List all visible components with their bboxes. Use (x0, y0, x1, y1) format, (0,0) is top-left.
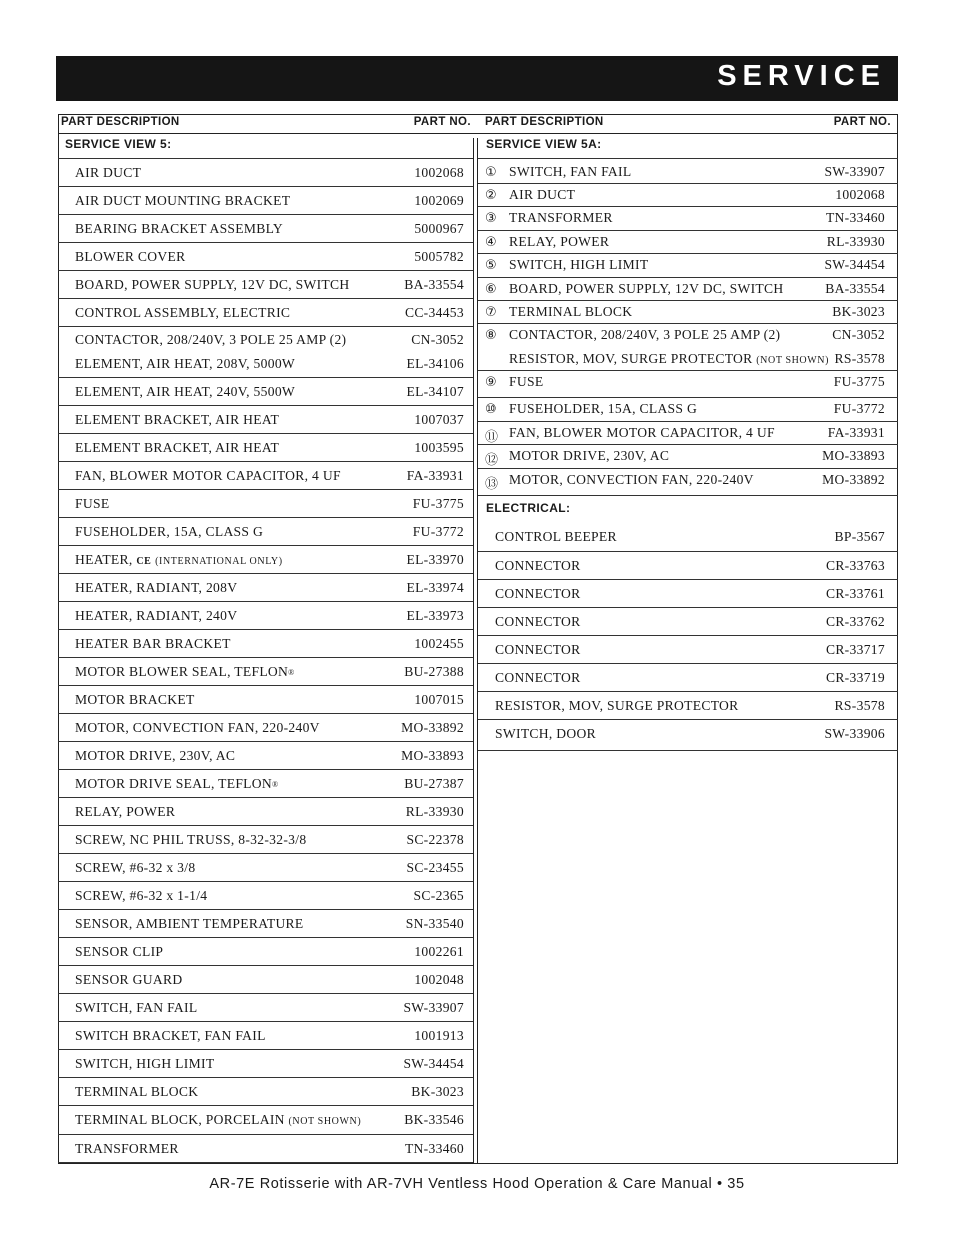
part-description (509, 281, 784, 297)
part-number: 1007015 (414, 692, 464, 707)
part-number: 5000967 (414, 221, 464, 236)
parts-row (478, 184, 898, 207)
part-description (75, 384, 295, 400)
part-description (75, 221, 283, 237)
parts-row (58, 215, 473, 243)
part-description (509, 234, 609, 250)
part-number: RS-3578 (834, 351, 885, 366)
parts-row (58, 462, 473, 490)
part-note: (INTERNATIONAL ONLY) (155, 556, 283, 567)
part-description (75, 412, 279, 428)
part-description (509, 351, 829, 367)
part-description (75, 1084, 198, 1100)
parts-row (478, 636, 898, 664)
parts-row (58, 658, 473, 686)
callout-number: ⑥ (485, 282, 497, 297)
callout-number: ① (485, 165, 497, 180)
part-number: 1002048 (414, 972, 464, 987)
callout-number: ④ (485, 235, 497, 250)
part-description: CONNECTOR (495, 642, 581, 657)
parts-row (478, 324, 898, 348)
part-description-text: CONTACTOR, 208/240V, 3 POLE 25 AMP (2) (75, 332, 347, 347)
part-number: SW-33906 (824, 726, 885, 741)
part-number: RL-33930 (826, 234, 885, 249)
header-rule (58, 133, 898, 134)
parts-row (478, 692, 898, 720)
parts-row (58, 910, 473, 938)
callout-number: ⑨ (485, 375, 497, 390)
callout-number: ⑦ (485, 305, 497, 320)
part-description-text: TRANSFORMER (75, 1141, 179, 1156)
part-number: BK-3023 (411, 1084, 464, 1099)
part-description (509, 210, 613, 226)
parts-row (58, 490, 473, 518)
parts-row (478, 445, 898, 469)
part-number: BK-3023 (832, 304, 885, 319)
left-desc-header: PART DESCRIPTION (61, 116, 180, 128)
part-description-text: HEATER, RADIANT, 240V (75, 608, 238, 623)
part-description (75, 1000, 197, 1016)
part-description (75, 776, 278, 792)
part-description (75, 636, 231, 652)
left-partno-header: PART NO. (413, 116, 471, 128)
part-number: MO-33892 (401, 720, 464, 735)
part-number: BU-27387 (404, 776, 464, 791)
parts-row (478, 720, 898, 751)
parts-row (58, 686, 473, 714)
parts-row (478, 552, 898, 580)
part-description-text: FUSE (509, 374, 544, 389)
part-description (75, 888, 207, 904)
parts-row (58, 882, 473, 910)
part-description (75, 277, 350, 293)
parts-row (58, 187, 473, 215)
part-description (509, 374, 543, 390)
parts-row (58, 798, 473, 826)
part-description-text: SWITCH, FAN FAIL (75, 1000, 198, 1015)
callout-number: ⑫ (485, 453, 499, 468)
part-number: TN-33460 (404, 1141, 464, 1156)
part-description (75, 608, 237, 624)
part-description-text: MOTOR DRIVE, 230V, AC (75, 748, 236, 763)
part-number: MO-33893 (401, 748, 464, 763)
part-description: CONNECTOR (495, 586, 581, 601)
column-divider (473, 138, 474, 1164)
part-description (75, 832, 306, 848)
part-description (509, 401, 697, 417)
part-description-text: SCREW, #6-32 x 1-1/4 (75, 888, 208, 903)
left-column-header (58, 114, 473, 134)
part-number: SC-22378 (406, 832, 464, 847)
parts-row (478, 469, 898, 496)
part-description-text: FAN, BLOWER MOTOR CAPACITOR, 4 UF (75, 468, 341, 483)
part-description (509, 257, 648, 273)
parts-row (478, 608, 898, 636)
part-number: CR-33761 (825, 586, 885, 601)
parts-row (58, 434, 473, 462)
section-title: SERVICE (717, 60, 886, 92)
part-description (75, 1028, 266, 1044)
part-description (75, 804, 175, 820)
parts-row (58, 243, 473, 271)
parts-row (58, 994, 473, 1022)
part-description-text: MOTOR, CONVECTION FAN, 220-240V (509, 472, 754, 487)
part-note: (NOT SHOWN) (756, 355, 830, 366)
parts-row (58, 1135, 473, 1163)
part-number: SW-33907 (403, 1000, 464, 1015)
part-description-text: BOARD, POWER SUPPLY, 12V DC, SWITCH (509, 281, 784, 296)
part-number: 1001913 (414, 1028, 464, 1043)
parts-row (58, 770, 473, 798)
parts-row (478, 580, 898, 608)
part-number: SN-33540 (405, 916, 464, 931)
part-description (75, 692, 195, 708)
part-description (509, 472, 754, 488)
section-title-rule (478, 158, 898, 159)
part-number: RL-33930 (405, 804, 464, 819)
part-description (75, 580, 237, 596)
part-description-text: SENSOR, AMBIENT TEMPERATURE (75, 916, 304, 931)
part-description (75, 944, 163, 960)
parts-row (58, 271, 473, 299)
part-description-text: MOTOR DRIVE SEAL, TEFLON (75, 776, 273, 791)
part-number: EL-33974 (406, 580, 464, 595)
part-description (75, 249, 185, 265)
parts-row (478, 523, 898, 552)
callout-number: ⑬ (485, 477, 499, 492)
part-description-text: AIR DUCT (509, 187, 576, 202)
part-description (75, 1141, 179, 1157)
part-description (509, 187, 575, 203)
part-description (75, 720, 320, 736)
parts-row (478, 231, 898, 254)
part-description (75, 1056, 214, 1072)
part-description (75, 305, 290, 321)
part-number: EL-34107 (406, 384, 464, 399)
part-number: 1003595 (414, 440, 464, 455)
section-title-rule (58, 158, 473, 159)
part-description-text: HEATER, RADIANT, 208V (75, 580, 238, 595)
part-number: CR-33762 (825, 614, 885, 629)
parts-row (58, 546, 473, 574)
part-note: (NOT SHOWN) (288, 1116, 362, 1127)
part-description (75, 356, 295, 372)
part-number: 1002068 (414, 165, 464, 180)
part-number: MO-33892 (822, 472, 885, 487)
registered-mark: ® (288, 668, 295, 677)
part-description: CONNECTOR (495, 614, 581, 629)
parts-row (58, 1022, 473, 1050)
part-description-text: BOARD, POWER SUPPLY, 12V DC, SWITCH (75, 277, 350, 292)
part-description: RESISTOR, MOV, SURGE PROTECTOR (495, 698, 739, 713)
parts-row (58, 742, 473, 770)
parts-row (58, 518, 473, 546)
parts-row (58, 159, 473, 187)
part-description-text: SWITCH BRACKET, FAN FAIL (75, 1028, 266, 1043)
part-number: BU-27388 (404, 664, 464, 679)
part-description-text: ELEMENT BRACKET, AIR HEAT (75, 440, 280, 455)
part-description-text: SCREW, NC PHIL TRUSS, 8-32-32-3/8 (75, 832, 307, 847)
part-number: BK-33546 (404, 1112, 464, 1127)
part-number: SC-23455 (406, 860, 464, 875)
parts-row (478, 159, 898, 184)
part-description: CONNECTOR (495, 670, 581, 685)
part-description-text: BLOWER COVER (75, 249, 186, 264)
parts-row (58, 378, 473, 406)
part-description-text: SWITCH, HIGH LIMIT (509, 257, 649, 272)
part-description-text: ELEMENT BRACKET, AIR HEAT (75, 412, 280, 427)
parts-row (478, 664, 898, 692)
part-description (75, 165, 141, 181)
part-description-text: SENSOR GUARD (75, 972, 183, 987)
parts-row (478, 254, 898, 278)
part-description (75, 860, 195, 876)
part-description (75, 1112, 361, 1128)
callout-number: ③ (485, 211, 497, 226)
part-description (75, 748, 235, 764)
part-description (75, 496, 109, 512)
part-description-text: MOTOR, CONVECTION FAN, 220-240V (75, 720, 320, 735)
part-number: FA-33931 (827, 425, 885, 440)
part-description-text: FAN, BLOWER MOTOR CAPACITOR, 4 UF (509, 425, 775, 440)
part-number: SW-34454 (403, 1056, 464, 1071)
parts-row (58, 574, 473, 602)
section-header-bar (56, 56, 898, 101)
part-description-text: SCREW, #6-32 x 3/8 (75, 860, 196, 875)
part-description-text: BEARING BRACKET ASSEMBLY (75, 221, 284, 236)
part-description-text: FUSEHOLDER, 15A, CLASS G (509, 401, 698, 416)
part-number: EL-33970 (406, 552, 464, 567)
part-description-text: RELAY, POWER (75, 804, 176, 819)
part-description-text: RESISTOR, MOV, SURGE PROTECTOR (509, 351, 753, 366)
part-description-text: TERMINAL BLOCK (75, 1084, 199, 1099)
callout-number: ② (485, 188, 497, 203)
part-description-text: CONTROL ASSEMBLY, ELECTRIC (75, 305, 291, 320)
part-number: FU-3772 (833, 401, 885, 416)
part-number: SW-33907 (824, 164, 885, 179)
part-description-text: CONTACTOR, 208/240V, 3 POLE 25 AMP (2) (509, 327, 781, 342)
part-description-text: MOTOR BRACKET (75, 692, 195, 707)
part-description (75, 916, 304, 932)
callout-number: ⑤ (485, 258, 497, 273)
part-description-text: MOTOR BLOWER SEAL, TEFLON (75, 664, 289, 679)
part-number: CR-33719 (825, 670, 885, 685)
part-number: 1002261 (414, 944, 464, 959)
part-number: BA-33554 (825, 281, 885, 296)
parts-row (478, 422, 898, 445)
part-description-text: SWITCH, FAN FAIL (509, 164, 632, 179)
part-number: 1002455 (414, 636, 464, 651)
parts-row (58, 406, 473, 434)
part-number: EL-34106 (406, 356, 464, 371)
part-number: 1002069 (414, 193, 464, 208)
part-description-text: AIR DUCT MOUNTING BRACKET (75, 193, 291, 208)
part-description-text: TERMINAL BLOCK (509, 304, 633, 319)
part-number: TN-33460 (825, 210, 885, 225)
parts-row (58, 854, 473, 882)
parts-row (478, 278, 898, 301)
parts-row (58, 350, 473, 378)
part-description-text: ELEMENT, AIR HEAT, 240V, 5500W (75, 384, 296, 399)
part-description (75, 972, 182, 988)
parts-row (58, 602, 473, 630)
part-description (75, 524, 263, 540)
part-description-text: AIR DUCT (75, 165, 142, 180)
part-description (75, 468, 341, 484)
registered-mark: ® (272, 780, 279, 789)
part-number: 5005782 (414, 249, 464, 264)
part-description-text: RELAY, POWER (509, 234, 610, 249)
part-number: 1002068 (835, 187, 885, 202)
part-number: FU-3775 (412, 496, 464, 511)
part-description (75, 552, 283, 568)
page-footer: AR-7E Rotisserie with AR-7VH Ventless Hood Operation & Care Manual • 35 (209, 1176, 745, 1192)
part-number: FU-3772 (412, 524, 464, 539)
parts-row (58, 1050, 473, 1078)
part-description (509, 304, 632, 320)
parts-row (58, 630, 473, 658)
parts-row (58, 714, 473, 742)
part-number: SC-2365 (413, 888, 464, 903)
part-number: CC-34453 (404, 305, 464, 320)
part-description (75, 193, 290, 209)
part-description-text: FUSE (75, 496, 110, 511)
parts-row (58, 966, 473, 994)
part-number: RS-3578 (834, 698, 885, 713)
part-number: EL-33973 (406, 608, 464, 623)
part-number: CN-3052 (832, 327, 885, 342)
parts-row (58, 938, 473, 966)
parts-row (58, 1078, 473, 1106)
parts-row (478, 398, 898, 422)
part-description-text: MOTOR DRIVE, 230V, AC (509, 448, 670, 463)
parts-row (58, 299, 473, 327)
right-section-title: SERVICE VIEW 5A: (486, 137, 602, 151)
callout-number: ⑧ (485, 328, 497, 343)
part-description: CONNECTOR (495, 558, 581, 573)
callout-number: ⑩ (485, 402, 497, 417)
part-number: SW-34454 (824, 257, 885, 272)
part-description (509, 425, 775, 441)
parts-row (478, 371, 898, 398)
electrical-section-title: ELECTRICAL: (486, 501, 571, 515)
part-description: SWITCH, DOOR (495, 726, 597, 741)
part-number: 1007037 (414, 412, 464, 427)
part-number: CN-3052 (411, 332, 464, 347)
part-number: FA-33931 (406, 468, 464, 483)
part-number: MO-33893 (822, 448, 885, 463)
part-description-text: TRANSFORMER (509, 210, 613, 225)
part-description-text: TERMINAL BLOCK, PORCELAIN (75, 1112, 285, 1127)
right-desc-header: PART DESCRIPTION (485, 116, 604, 128)
part-description: CONTROL BEEPER (495, 529, 617, 544)
part-description (509, 448, 669, 464)
parts-row (58, 327, 473, 350)
parts-row (58, 1106, 473, 1135)
part-description-text: SWITCH, HIGH LIMIT (75, 1056, 215, 1071)
part-description (75, 664, 295, 680)
part-description (75, 440, 279, 456)
part-number: CR-33763 (825, 558, 885, 573)
left-section-title: SERVICE VIEW 5: (65, 137, 172, 151)
parts-row (478, 348, 898, 371)
right-partno-header: PART NO. (833, 116, 891, 128)
part-number: CR-33717 (825, 642, 885, 657)
part-description (509, 164, 631, 180)
right-column-header (478, 114, 898, 134)
part-description-text: HEATER BAR BRACKET (75, 636, 231, 651)
part-description-text: FUSEHOLDER, 15A, CLASS G (75, 524, 264, 539)
parts-row (478, 207, 898, 231)
part-number: BP-3567 (834, 529, 885, 544)
part-description-text: SENSOR CLIP (75, 944, 164, 959)
callout-number: ⑪ (485, 430, 499, 445)
parts-row (478, 301, 898, 324)
part-description (509, 327, 780, 343)
part-description-text: ELEMENT, AIR HEAT, 208V, 5000W (75, 356, 296, 371)
part-description (75, 332, 346, 348)
parts-row (58, 826, 473, 854)
part-number: BA-33554 (404, 277, 464, 292)
ce-mark: CE (136, 556, 152, 567)
part-description-text: HEATER, (75, 552, 133, 567)
part-number: FU-3775 (833, 374, 885, 389)
